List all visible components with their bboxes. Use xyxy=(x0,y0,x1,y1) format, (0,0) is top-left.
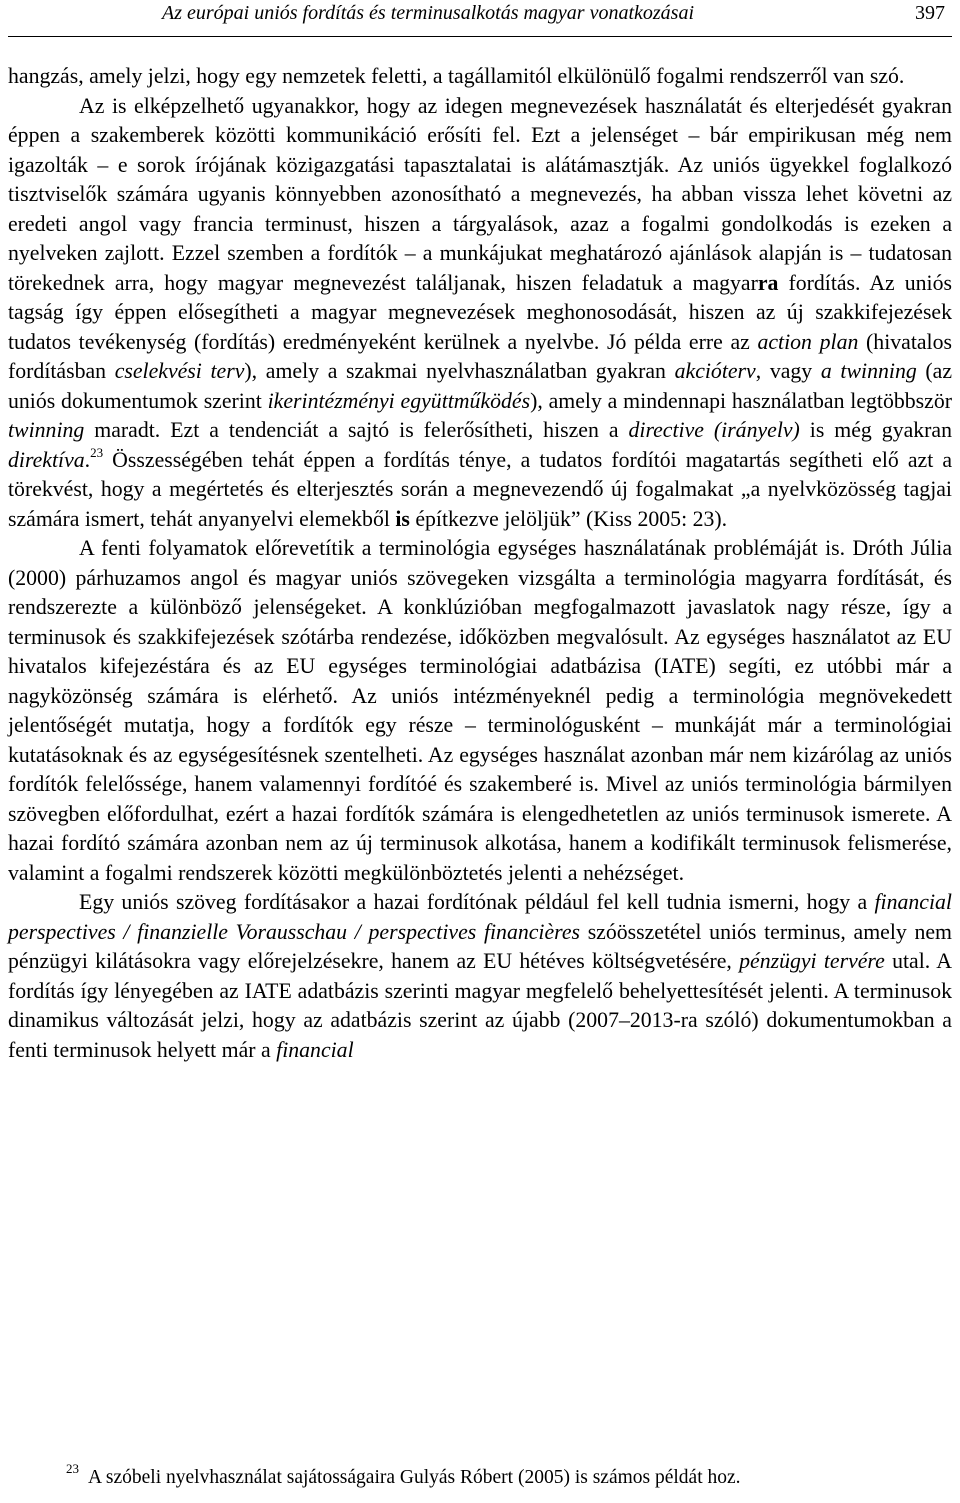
text-run: A fenti folyamatok előrevetítik a terminológia egységes használatának problémáját is. Dróth Júlia (2000) párhuzamos angol és magyar uniós szövegeken vizsgálta a terminológia magyarra fordítását, és rendszerezte a különböző jelenségeket. A konklúzióban megfogalmazott javaslatok nagy része, így a terminusok és szakkifejezések szótárba rendezése, időközben megvalósult. Az egységes használatot az EU hivatalos kifejezéstára és az EU egységes terminológiai adatbázisa (IATE) segíti, ez utóbbi már a nagyközönség számára is elérhető. Az uniós intézményeknél pedig a terminológia megnövekedett jelentőségét mutatja, hogy a fordítók egy része – terminológusként – munkáját már a terminológiai kutatásoknak és az egységesítésnek szentelheti. Az egységes használat azonban már nem kizárólag az uniós fordítók felelőssége, hanem valamennyi fordítóé és szakemberé is. Mivel az uniós terminológia bármilyen szövegben előfordulhat, ezért a hazai fordítók számára is elengedhetetlen az uniós terminusok ismerete. A hazai fordító számára azonban nem az új terminusok alkotása, hanem a kodifikált terminusok felismerése, valamint a fogalmi rendszerek közötti megkülönböztetés jelenti a nehézséget. xyxy=(8,536,952,885)
footnote-text: A szóbeli nyelvhasználat sajátosságaira Gulyás Róbert (2005) is számos példát hoz. xyxy=(88,1467,741,1488)
text-run: a twinning xyxy=(820,359,917,383)
text-run: maradt. Ezt a tendenciát a sajtó is felerősítheti, hiszen a xyxy=(84,418,629,442)
running-title: Az európai uniós fordítás és terminusalkotás magyar vonatkozásai xyxy=(162,2,695,24)
text-run: ), amely a mindennapi használatban legtöbbször xyxy=(530,388,952,413)
text-run: akcióterv xyxy=(674,359,756,383)
text-run: cselekvési terv xyxy=(114,359,245,383)
paragraph xyxy=(8,62,952,92)
page-number: 397 xyxy=(915,2,945,24)
text-run: szóösszetétel uniós terminus, amely nem pénzügyi kilátásokra vagy előrejelzésekre, hanem az EU hétéves költségvetésére, xyxy=(8,919,952,973)
text-run: financial xyxy=(276,1037,354,1062)
text-run: ikerintézményi együttműködés xyxy=(267,388,531,413)
text-run: (az uniós dokumentumok szerint xyxy=(8,359,953,413)
footnote-number: 23 xyxy=(66,1461,79,1476)
text-run: direktíva xyxy=(8,447,85,472)
text-run: ra xyxy=(757,270,779,295)
text-run: hangzás, amely jelzi, hogy egy nemzetek feletti, a tagállamitól elkülönülő fogalmi rendszerről van szó. xyxy=(8,64,905,88)
text-run: építkezve jelöljük” (Kiss 2005: 23). xyxy=(409,506,728,531)
text-run: financial perspectives / finanzielle Vorausschau / perspectives financières xyxy=(8,890,952,944)
text-run: twinning xyxy=(8,418,85,442)
body-text xyxy=(8,62,952,1065)
paragraph xyxy=(8,888,952,1065)
text-run: , vagy xyxy=(755,359,821,383)
text-run: utal. A fordítás így lényegében az IATE adatbázis szerinti magyar megfelelő behelyettesítését jelenti. A terminusok dinamikus változását jelzi, hogy az adatbázis szerint az újabb (2007–2013-ra szóló) dokumentumokban a fenti terminusok helyett már a xyxy=(8,949,953,1062)
text-run: ), amely a szakmai nyelvhasználatban gyakran xyxy=(244,359,675,383)
paragraph xyxy=(8,92,952,535)
text-run: . xyxy=(84,447,91,472)
text-run: action plan xyxy=(757,329,859,354)
text-run: is még gyakran xyxy=(799,418,952,442)
text-run: Összességében tehát éppen a fordítás ténye, a tudatos fordítói magatartás segítheti elő azt a törekvést, hogy a megértetés és elterjesztés során a megnevezendő új fogalmakat „a nyelvközösség tagjai számára ismert, tehát anyanyelvi elemekből xyxy=(8,447,952,531)
text-run: fordítás. Az uniós tagság így éppen elősegítheti a magyar megnevezések meghonosodását, hiszen az új szakkifejezések tudatos tevékenység (fordítás) eredményeként kerülnek a nyelvbe. Jó példa erre az xyxy=(8,270,952,354)
text-run: pénzügyi tervére xyxy=(739,949,885,973)
running-header xyxy=(8,0,952,37)
text-run: Egy uniós szöveg fordításakor a hazai fordítónak például fel kell tudnia ismerni, hogy a xyxy=(79,890,875,914)
paragraph xyxy=(8,534,952,888)
footnote-ref: 23 xyxy=(90,445,104,461)
text-run: Az is elképzelhető ugyanakkor, hogy az idegen megnevezések használatát és elterjedését gyakran éppen a szakemberek közötti kommunikáció erősíti fel. Ezt a jelenséget – bár empirikusan még nem igazolták – e sorok írójának közigazgatási tapasztalatai is alátámasztják. Az uniós ügyekkel foglalkozó tisztviselők számára ugyanis könnyebben azonosítható a megnevezés, ha abban vissza lehet követni az eredeti angol vagy francia terminust, hiszen a tárgyalások, azaz a fogalmi gondolkodás is ezeken a nyelveken zajlott. Ezzel szemben a fordítók – a munkájukat meghatározó ajánlások alapján is – tudatosan törekednek arra, hogy magyar megnevezést találjanak, hiszen feladatuk a magyar xyxy=(8,93,952,295)
text-run: (hivatalos fordításban xyxy=(8,329,952,383)
text-run: directive (irányelv) xyxy=(628,418,800,442)
text-run: is xyxy=(395,506,410,531)
